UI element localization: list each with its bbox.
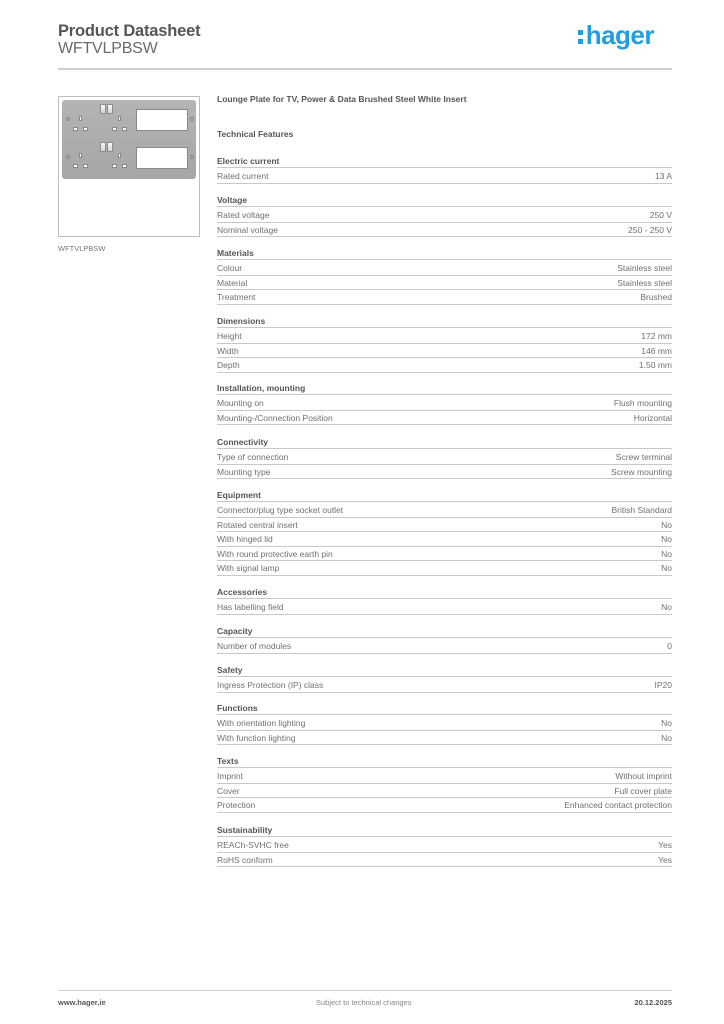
spec-label: Width <box>217 345 239 356</box>
spec-row <box>217 532 672 547</box>
spec-value: No <box>661 563 672 573</box>
spec-value: Screw terminal <box>615 452 672 462</box>
spec-value: Yes <box>658 840 672 850</box>
group-heading: Accessories <box>217 586 672 599</box>
spec-label: With round protective earth pin <box>217 548 333 559</box>
logo-text: hager <box>585 20 654 50</box>
spec-value: No <box>661 548 672 559</box>
spec-row <box>217 450 672 465</box>
spec-row <box>217 465 672 480</box>
spec-row <box>217 290 672 305</box>
spec-value: 0 <box>667 641 672 651</box>
spec-row <box>217 208 672 223</box>
spec-label: Protection <box>217 800 256 810</box>
spec-row <box>217 731 672 746</box>
spec-label: Mounting-/Connection Position <box>217 412 333 423</box>
spec-row <box>217 518 672 533</box>
spec-value: No <box>661 519 672 530</box>
spec-label: Has labelling field <box>217 602 284 612</box>
document-title: Product Datasheet <box>58 22 201 40</box>
spec-value: IP20 <box>654 680 672 690</box>
spec-label: With orientation lighting <box>217 718 306 728</box>
group-heading: Capacity <box>217 625 672 638</box>
website-link[interactable]: www.hager.ie <box>58 998 106 1007</box>
spec-label: Treatment <box>217 292 256 302</box>
page-header <box>58 20 672 70</box>
spec-value: No <box>661 718 672 728</box>
spec-row <box>217 169 672 184</box>
footer-divider <box>58 990 672 991</box>
spec-row <box>217 678 672 693</box>
header-divider <box>58 68 672 70</box>
group-heading: Installation, mounting <box>217 382 672 395</box>
spec-label: Ingress Protection (IP) class <box>217 680 324 690</box>
article-number: WFTVLPBSW <box>58 40 158 57</box>
spec-row <box>217 223 672 238</box>
logo-colon-icon <box>578 28 584 46</box>
spec-row <box>217 396 672 411</box>
spec-value: 13 A <box>654 171 672 181</box>
spec-value: 172 mm <box>641 331 672 341</box>
spec-row <box>217 784 672 799</box>
product-name: Lounge Plate for TV, Power & Data Brushed Steel White Insert <box>217 94 467 104</box>
spec-label: Type of connection <box>217 452 289 462</box>
spec-row <box>217 329 672 344</box>
spec-value: Stainless steel <box>617 277 672 288</box>
group-heading: Sustainability <box>217 824 672 837</box>
spec-label: Rated current <box>217 171 269 181</box>
spec-label: Mounting type <box>217 466 271 477</box>
spec-label: Connector/plug type socket outlet <box>217 505 344 515</box>
product-image <box>58 96 200 237</box>
spec-label: With signal lamp <box>217 563 280 573</box>
spec-label: Rated voltage <box>217 210 270 220</box>
spec-label: REACh-SVHC free <box>217 840 289 850</box>
disclaimer: Subject to technical changes <box>316 998 412 1007</box>
spec-value: 250 - 250 V <box>628 224 672 235</box>
spec-row <box>217 798 672 813</box>
spec-label: Mounting on <box>217 398 264 408</box>
spec-label: With hinged lid <box>217 534 273 544</box>
spec-row <box>217 639 672 654</box>
spec-label: Height <box>217 331 242 341</box>
spec-value: No <box>661 534 672 544</box>
section-title: Technical Features <box>217 129 294 139</box>
image-caption: WFTVLPBSW <box>58 244 106 253</box>
spec-label: Rotated central insert <box>217 519 298 530</box>
spec-row <box>217 276 672 291</box>
spec-row <box>217 716 672 731</box>
group-heading: Voltage <box>217 194 672 207</box>
spec-label: Material <box>217 277 248 288</box>
spec-value: Flush mounting <box>613 398 672 408</box>
lounge-plate-illustration <box>62 100 196 179</box>
group-heading: Equipment <box>217 489 672 502</box>
spec-value: 250 V <box>649 210 672 220</box>
spec-label: Nominal voltage <box>217 224 278 235</box>
group-heading: Functions <box>217 702 672 715</box>
spec-row <box>217 769 672 784</box>
hager-logo <box>578 20 654 51</box>
spec-row <box>217 838 672 853</box>
spec-value: Screw mounting <box>611 466 672 477</box>
group-heading: Materials <box>217 247 672 260</box>
spec-row <box>217 853 672 868</box>
spec-value: Full cover plate <box>614 785 672 796</box>
spec-value: Enhanced contact protection <box>564 800 672 810</box>
spec-label: Cover <box>217 785 240 796</box>
spec-row <box>217 261 672 276</box>
group-heading: Safety <box>217 664 672 677</box>
spec-label: Imprint <box>217 771 243 781</box>
spec-row <box>217 344 672 359</box>
spec-label: Number of modules <box>217 641 292 651</box>
spec-row <box>217 561 672 576</box>
spec-label: Colour <box>217 263 243 273</box>
spec-row <box>217 600 672 615</box>
spec-value: 146 mm <box>641 345 672 356</box>
group-heading: Dimensions <box>217 315 672 328</box>
spec-value: 1.50 mm <box>638 360 672 370</box>
spec-value: British Standard <box>611 505 672 515</box>
group-heading: Connectivity <box>217 436 672 449</box>
spec-row <box>217 547 672 562</box>
group-heading: Electric current <box>217 155 672 168</box>
spec-value: Horizontal <box>633 412 672 423</box>
spec-row <box>217 411 672 426</box>
group-heading: Texts <box>217 755 672 768</box>
spec-label: RoHS conform <box>217 854 273 865</box>
spec-label: With function lighting <box>217 732 296 743</box>
spec-row <box>217 358 672 373</box>
spec-value: Yes <box>658 854 672 865</box>
spec-value: No <box>661 732 672 743</box>
spec-value: No <box>661 602 672 612</box>
spec-label: Depth <box>217 360 240 370</box>
spec-value: Brushed <box>640 292 672 302</box>
spec-value: Without imprint <box>615 771 672 781</box>
spec-row <box>217 503 672 518</box>
document-date: 20.12.2025 <box>634 998 672 1007</box>
spec-value: Stainless steel <box>617 263 672 273</box>
